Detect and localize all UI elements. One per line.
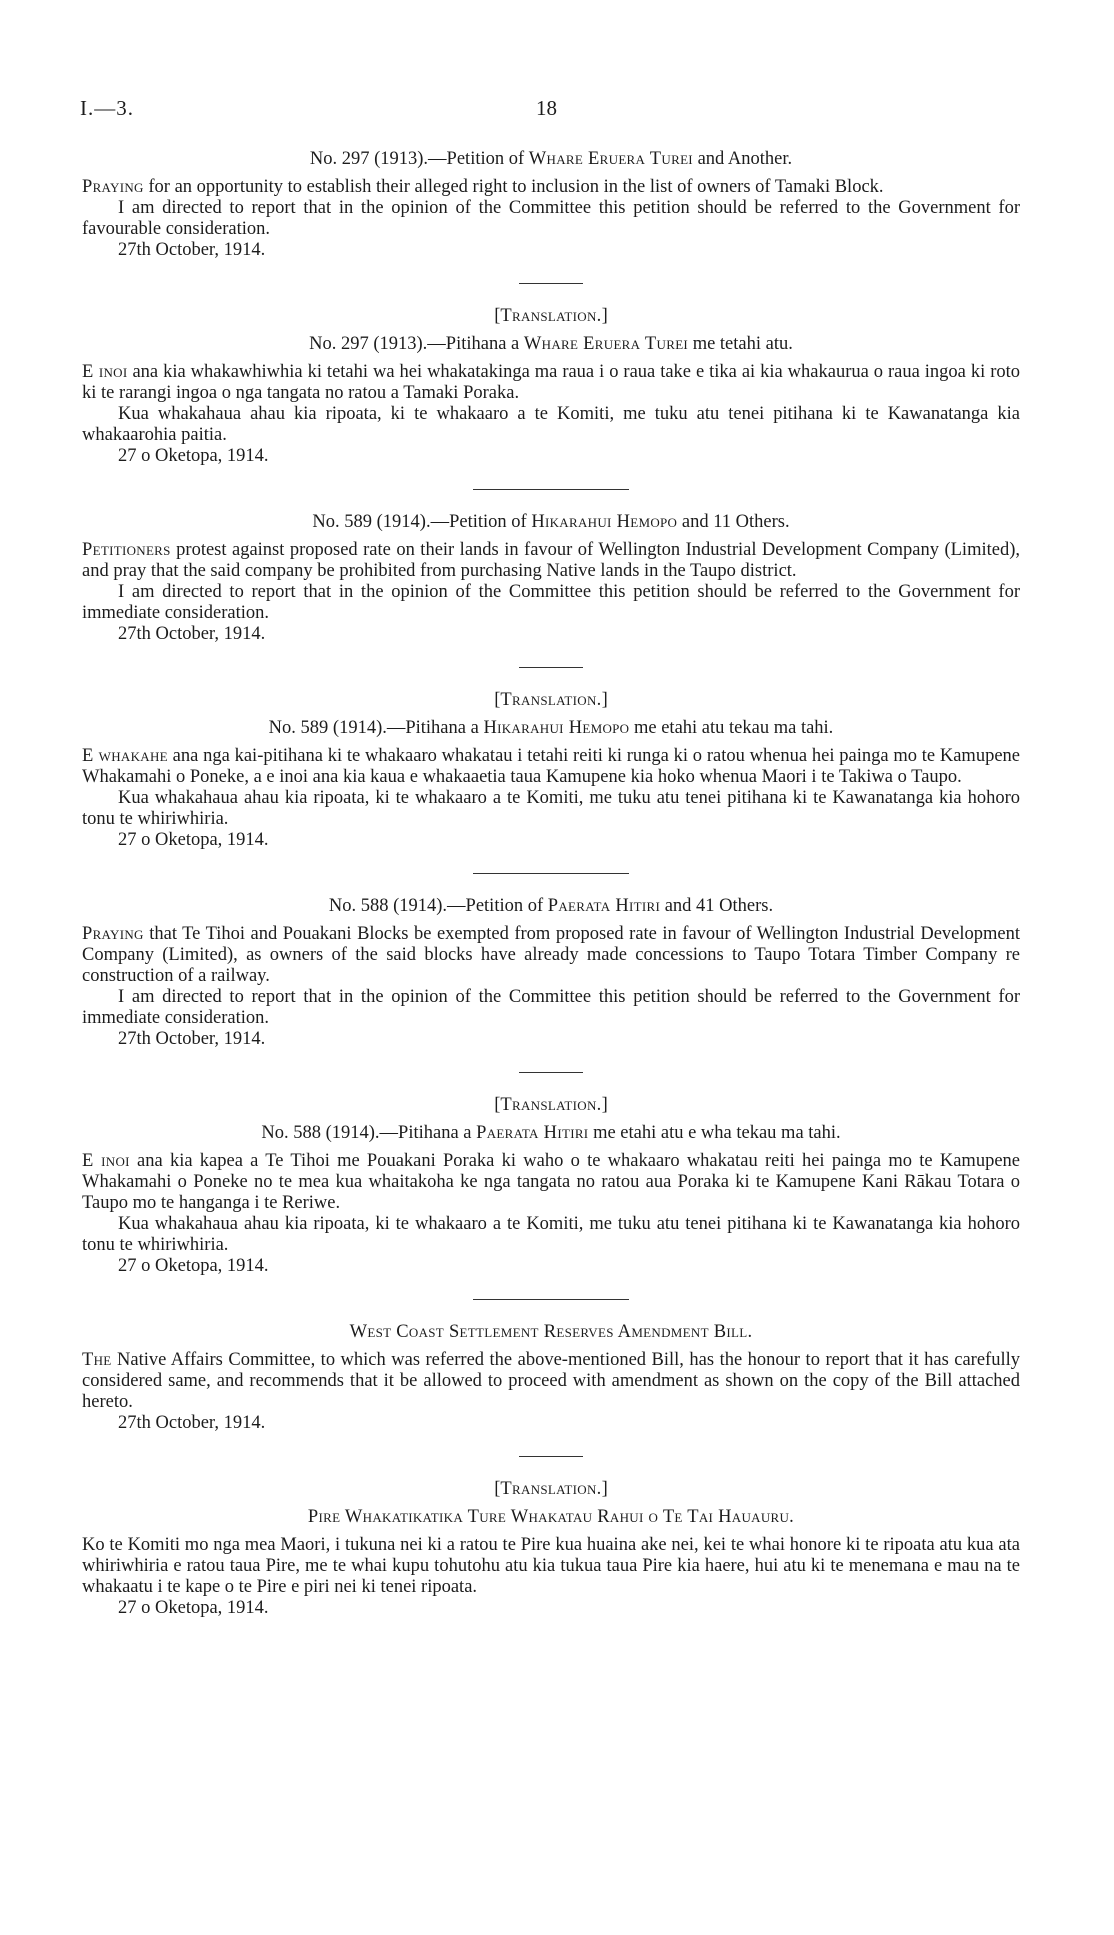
section-divider — [519, 1456, 583, 1457]
section-title: No. 588 (1914).—Petition of Paerata Hitiri and 41 Others. — [328, 896, 774, 916]
section-divider — [519, 283, 583, 284]
committee-report: The Native Affairs Committee, to which was referred the above-mentioned Bill, has the honour to report that it has carefully considered same, and recommends that it be allowed to proceed with amendment as shown on the copy of the Bill attached hereto. — [82, 1350, 1020, 1412]
report-date: 27th October, 1914. — [118, 624, 266, 644]
petition-summary: Praying for an opportunity to establish their alleged right to inclusion in the list of owners of Tamaki Block. — [82, 177, 884, 197]
parliamentary-paper-reference: I.—3. — [80, 96, 134, 120]
committee-report: I am directed to report that in the opinion of the Committee this petition should be referred to the Government for favourable consideration. — [82, 198, 1020, 239]
section-title: No. 588 (1914).—Pitihana a Paerata Hitiri me etahi atu e wha tekau ma tahi. — [261, 1123, 841, 1143]
petition-summary: E whakahe ana nga kai-pitihana ki te whakaaro whakatau i tetahi reiti ki runga ki o ratou whenua hei painga mo te Kamupene Whakamahi o Poneke, a e inoi ana kia kaua e whakaaetia taua Kamupene kia hoko whenua Maori i te Takiwa o Taupo. — [82, 746, 1020, 787]
committee-report: Kua whakahaua ahau kia ripoata, ki te whakaaro a te Komiti, me tuku atu tenei pitihana ki te Kawanatanga kia whakaarohia paitia. — [82, 404, 1020, 445]
report-date: 27 o Oketopa, 1914. — [118, 1598, 269, 1618]
report-date: 27 o Oketopa, 1914. — [118, 830, 269, 850]
section-divider — [473, 1299, 629, 1300]
petition-297-english — [82, 147, 1020, 261]
petition-589-translation — [82, 688, 1020, 851]
committee-report: Kua whakahaua ahau kia ripoata, ki te whakaaro a te Komiti, me tuku atu tenei pitihana ki te Kawanatanga kia hohoro tonu te whiriwhiria. — [82, 1214, 1020, 1255]
petition-summary: E inoi ana kia kapea a Te Tihoi me Pouakani Poraka ki waho o te whakaaro whakatau reiti hei painga mo te Kamupene Whakamahi o Poneke no te mea kua whaitakoha ke nga tangata no ratou aua Poraka ki te Kamupene Kani Rākau Totara o Taupo mo te hanganga i te Reriwe. — [82, 1151, 1020, 1213]
section-divider — [473, 873, 629, 874]
section-title: No. 297 (1913).—Petition of Whare Eruera Turei and Another. — [309, 149, 793, 169]
document-body — [82, 147, 1020, 1619]
section-title: West Coast Settlement Reserves Amendment Bill. — [349, 1322, 753, 1342]
translation-label: [Translation.] — [494, 1095, 608, 1115]
section-title: No. 589 (1914).—Petition of Hikarahui Hemopo and 11 Others. — [312, 512, 790, 532]
petition-588-english — [82, 894, 1020, 1050]
committee-report: I am directed to report that in the opinion of the Committee this petition should be referred to the Government for immediate consideration. — [82, 987, 1020, 1028]
committee-report: Kua whakahaua ahau kia ripoata, ki te whakaaro a te Komiti, me tuku atu tenei pitihana ki te Kawanatanga kia hohoro tonu te whiriwhiria. — [82, 788, 1020, 829]
petition-297-translation — [82, 304, 1020, 467]
section-divider — [519, 667, 583, 668]
translation-label: [Translation.] — [494, 690, 608, 710]
report-date: 27th October, 1914. — [118, 1029, 266, 1049]
report-date: 27 o Oketopa, 1914. — [118, 1256, 269, 1276]
bill-report-english — [82, 1320, 1020, 1434]
petition-589-english — [82, 510, 1020, 645]
translation-label: [Translation.] — [494, 306, 608, 326]
petition-summary: E inoi ana kia whakawhiwhia ki tetahi wa hei whakatakinga ma raua i o raua take e tika ai kia whakaurua o raua ingoa ki roto ki te rarangi ingoa o nga tangata no ratou a Tamaki Poraka. — [82, 362, 1020, 403]
page-number: 18 — [536, 96, 557, 120]
translation-label: [Translation.] — [494, 1479, 608, 1499]
report-date: 27th October, 1914. — [118, 240, 266, 260]
report-date: 27th October, 1914. — [118, 1413, 266, 1433]
petition-summary: Praying that Te Tihoi and Pouakani Blocks be exempted from proposed rate in favour of Wellington Industrial Development Company (Limited), as owners of the said blocks have already made concessions to Taupo Totara Timber Company re construction of a railway. — [82, 924, 1020, 986]
report-date: 27 o Oketopa, 1914. — [118, 446, 269, 466]
section-title: No. 297 (1913).—Pitihana a Whare Eruera Turei me tetahi atu. — [309, 334, 793, 354]
section-divider — [519, 1072, 583, 1073]
petition-summary: Petitioners protest against proposed rate on their lands in favour of Wellington Industrial Development Company (Limited), and pray that the said company be prohibited from purchasing Native lands in the Taupo district. — [82, 540, 1020, 581]
section-title: No. 589 (1914).—Pitihana a Hikarahui Hemopo me etahi atu tekau ma tahi. — [268, 718, 834, 738]
committee-report: Ko te Komiti mo nga mea Maori, i tukuna nei ki a ratou te Pire kua huaina ake nei, kei te whai honore ki te ripoata atu kua ata whiriwhiria e ratou taua Pire, me te whai kupu tohutohu atu kia tukua taua Pire kia haere, hui atu ki te menemana e mau na te whakaatu i te kape o te Pire e piri nei ki tenei ripoata. — [82, 1535, 1020, 1597]
section-divider — [473, 489, 629, 490]
committee-report: I am directed to report that in the opinion of the Committee this petition should be referred to the Government for immediate consideration. — [82, 582, 1020, 623]
petition-588-translation — [82, 1093, 1020, 1277]
bill-report-translation — [82, 1477, 1020, 1619]
section-title: Pire Whakatikatika Ture Whakatau Rahui o Te Tai Hauauru. — [307, 1507, 795, 1527]
